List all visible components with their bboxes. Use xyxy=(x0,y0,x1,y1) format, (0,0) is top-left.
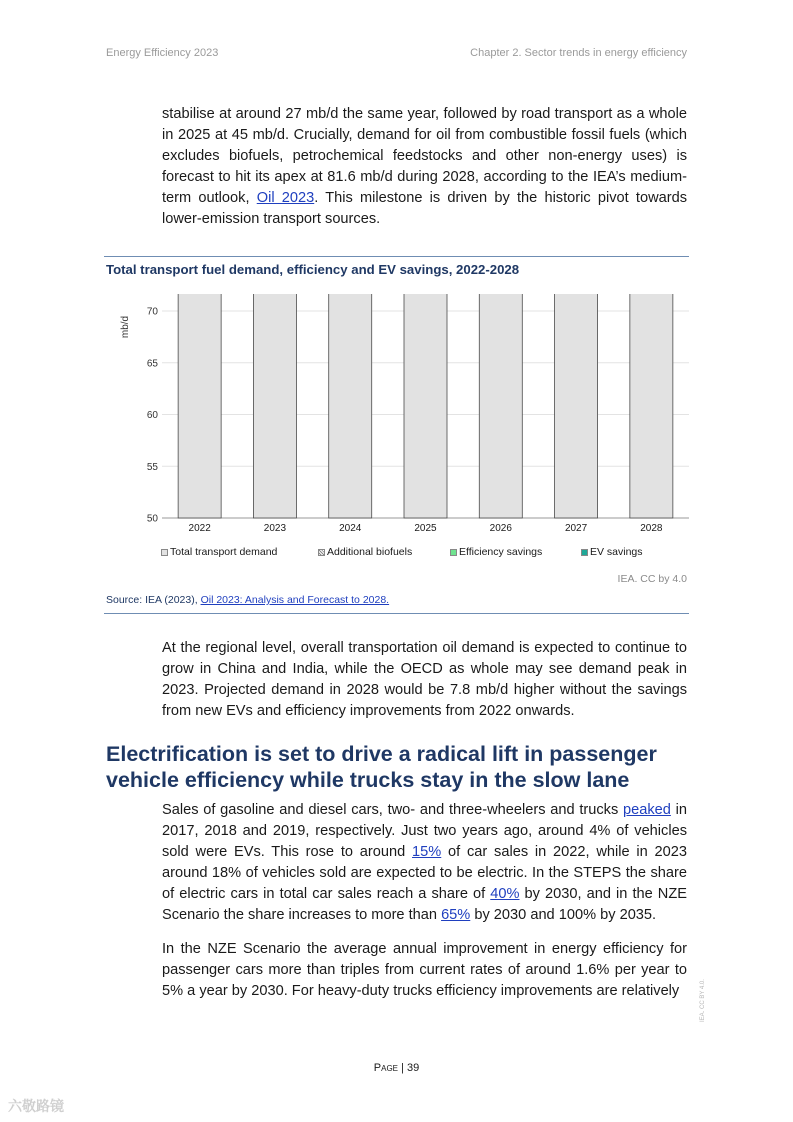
side-license-note: IEA. CC BY 4.0. xyxy=(700,979,706,1022)
bar-segment-total-transport-demand-2023 xyxy=(253,294,296,518)
legend-item-efficiency xyxy=(450,546,542,558)
source-link[interactable]: Oil 2023: Analysis and Forecast to 2028. xyxy=(200,594,390,606)
y-tick-label: 55 xyxy=(146,461,158,473)
legend-swatch-total xyxy=(161,549,168,556)
x-tick-label: 2025 xyxy=(414,523,437,534)
peaked-link[interactable]: peaked xyxy=(623,802,671,818)
y-axis-label: mb/d xyxy=(120,315,131,339)
intro-paragraph xyxy=(162,104,687,230)
stacked-bar-chart xyxy=(104,294,694,544)
bar-segment-total-transport-demand-2027 xyxy=(555,294,598,518)
figure-top-rule xyxy=(104,256,689,257)
p3-text-3: of car sales in 2022, while in 2023 around 18% of vehicles sold are expected to be electric. In the STEPS the share of electric cars in total car sales reach a share of xyxy=(162,844,687,902)
legend-item-ev xyxy=(581,546,643,558)
x-tick-label: 2023 xyxy=(263,523,287,534)
legend-swatch-biofuels xyxy=(318,549,325,556)
section-heading: Electrification is set to drive a radical lift in passenger vehicle efficiency while trucks stay in the slow lane xyxy=(106,742,657,792)
p3-text-2: in 2017, 2018 and 2019, respectively. Just two years ago, around 4% of vehicles sold were EVs. This rose to around xyxy=(162,802,687,860)
source-prefix: Source: IEA (2023), xyxy=(106,594,201,606)
figure-title: Total transport fuel demand, efficiency and EV savings, 2022-2028 xyxy=(106,262,520,277)
x-tick-label: 2026 xyxy=(489,523,512,534)
figure-credit: IEA. CC by 4.0 xyxy=(617,573,687,585)
sixty-five-percent-link[interactable]: 65% xyxy=(441,907,471,923)
header-right: Chapter 2. Sector trends in energy efficiency xyxy=(470,47,687,59)
bar-segment-total-transport-demand-2026 xyxy=(479,294,522,518)
p3-text-4: by 2030, and in the NZE Scenario the share increases to more than xyxy=(162,886,687,923)
y-tick-label: 65 xyxy=(146,358,158,370)
legend-item-total xyxy=(161,546,277,558)
x-tick-label: 2022 xyxy=(188,523,211,534)
fifteen-percent-link[interactable]: 15% xyxy=(412,844,442,860)
y-tick-label: 50 xyxy=(146,513,158,525)
regional-paragraph: At the regional level, overall transportation oil demand is expected to continue to grow in China and India, while the OECD as whole may see demand peak in 2023. Projected demand in 2028 would be 7.8 mb/d higher without the savings from new EVs and efficiency improvements from 2022 onwards. xyxy=(162,640,687,719)
intro-text-1: stabilise at around 27 mb/d the same year, followed by road transport as a whole in 2025 at 45 mb/d. Crucially, demand for oil from combustible fossil fuels (which excludes biofuels, petrochemical feedstocks and other non-energy uses) is forecast to hit its apex at 81.6 mb/d during 2028, according to the IEA’s medium-term outlook, xyxy=(162,106,687,206)
page-footer: Page | 39 xyxy=(373,1062,420,1074)
legend-label-biofuels: Additional biofuels xyxy=(327,546,413,558)
page-label: Page xyxy=(373,1062,398,1074)
figure-source xyxy=(106,594,389,606)
p3-text-5: by 2030 and 100% by 2035. xyxy=(470,907,657,923)
header-left: Energy Efficiency 2023 xyxy=(106,47,219,59)
watermark-logo: 六敬路镜 xyxy=(8,1098,64,1114)
x-tick-label: 2027 xyxy=(564,523,588,534)
y-tick-label: 70 xyxy=(146,306,158,318)
y-tick-label: 60 xyxy=(146,410,158,421)
legend-swatch-ev xyxy=(581,549,588,556)
bar-segment-total-transport-demand-2024 xyxy=(329,294,372,518)
page-number: 39 xyxy=(406,1062,420,1074)
forty-percent-link[interactable]: 40% xyxy=(490,886,520,902)
x-tick-label: 2028 xyxy=(640,523,663,534)
legend-item-biofuels xyxy=(318,546,412,558)
nze-paragraph: In the NZE Scenario the average annual improvement in energy efficiency for passenger cars more than triples from current rates of around 1.6% per year to 5% a year by 2030. For heavy-duty trucks efficiency improvements are relatively xyxy=(162,941,687,999)
bar-segment-total-transport-demand-2028 xyxy=(630,294,673,518)
p3-text-1: Sales of gasoline and diesel cars, two- and three-wheelers and trucks xyxy=(162,802,623,818)
legend-swatch-efficiency xyxy=(450,549,457,556)
figure-bottom-rule xyxy=(104,613,689,614)
bar-segment-total-transport-demand-2025 xyxy=(404,294,447,518)
legend-label-efficiency: Efficiency savings xyxy=(459,546,543,558)
legend-label-ev: EV savings xyxy=(590,546,643,558)
x-tick-label: 2024 xyxy=(339,523,362,534)
electrification-paragraph xyxy=(162,800,687,926)
legend-label-total: Total transport demand xyxy=(170,546,278,558)
oil-2023-link[interactable]: Oil 2023 xyxy=(256,190,315,206)
bar-segment-total-transport-demand-2022 xyxy=(178,294,221,518)
intro-text-2: . This milestone is driven by the historic pivot towards lower-emission transport sources. xyxy=(162,190,688,227)
